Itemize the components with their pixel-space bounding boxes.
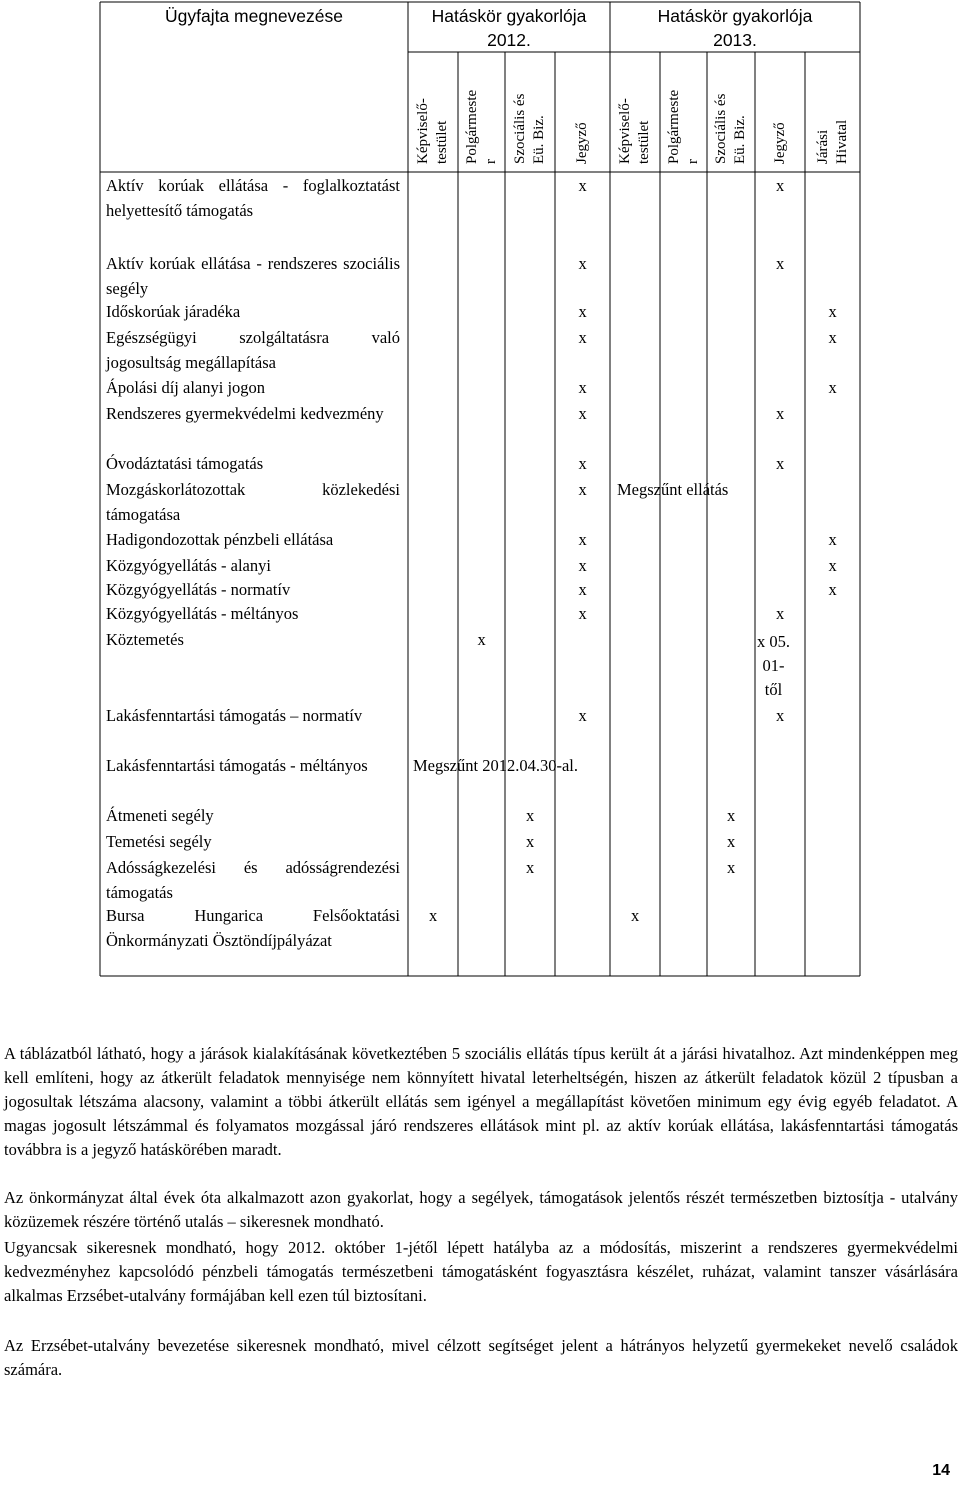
row-label: Köztemetés	[106, 630, 184, 649]
mark-2012_jegyzo: x	[578, 254, 587, 273]
header-jegyzo-2013: Jegyző	[771, 122, 788, 164]
row-note-2013: x 05. 01- től	[757, 632, 790, 699]
mark-2012_szoc: x	[526, 806, 535, 825]
header-polgarmester-2012: Polgármeste r	[463, 89, 499, 164]
mark-2013_jarasi: x	[828, 378, 837, 397]
header-polgarmester-2013: Polgármeste r	[665, 89, 701, 164]
mark-2012_szoc: x	[526, 832, 535, 851]
mark-2013_jarasi: x	[828, 328, 837, 347]
row-label: Aktív korúak ellátása - rendszeres szociális segély	[106, 254, 400, 298]
page-number: 14	[932, 1462, 950, 1479]
row-label: Aktív korúak ellátása - foglalkoztatást helyettesítő támogatás	[106, 176, 400, 220]
row-label: Mozgáskorlátozottak közlekedési támogatása	[106, 480, 400, 524]
mark-2012_jegyzo: x	[578, 328, 587, 347]
row-label: Rendszeres gyermekvédelmi kedvezmény	[106, 404, 384, 423]
header-szoc-biz-2012: Szociális és Eü. Biz.	[512, 93, 547, 164]
body-paragraph: Az önkormányzat által évek óta alkalmazott azon gyakorlat, hogy a segélyek, támogatások jelentős részét természetben biztosítja - utalvány közüzemek részére történő utalás – sikeresnek mondható.	[4, 1188, 958, 1231]
mark-2012_jegyzo: x	[578, 706, 587, 725]
row-label: Temetési segély	[106, 832, 212, 851]
row-label: Lakásfenntartási támogatás - méltányos	[106, 756, 368, 775]
row-label: Közgyógyellátás - normatív	[106, 580, 291, 599]
mark-2012_kepviselo: x	[429, 906, 438, 925]
row-label: Ápolási díj alanyi jogon	[106, 378, 266, 397]
mark-2013_jegyzo: x	[776, 454, 785, 473]
header-jegyzo-2012: Jegyző	[574, 122, 590, 164]
row-label: Hadigondozottak pénzbeli ellátása	[106, 530, 334, 549]
mark-2013_jegyzo: x	[776, 404, 785, 423]
mark-2012_polgarmester: x	[477, 630, 486, 649]
row-label: Átmeneti segély	[106, 806, 214, 825]
header-group-2013: Hatáskör gyakorlója 2013.	[657, 6, 813, 50]
mark-2013_jegyzo: x	[776, 706, 785, 725]
mark-2013_jarasi: x	[828, 530, 837, 549]
mark-2012_jegyzo: x	[578, 176, 587, 195]
mark-2012_jegyzo: x	[578, 530, 587, 549]
mark-2013_jegyzo: x	[776, 254, 785, 273]
mark-2013_szoc: x	[727, 832, 736, 851]
column-title: Ügyfajta megnevezése	[164, 6, 344, 26]
row-label: Közgyógyellátás - alanyi	[106, 556, 271, 575]
body-paragraph: A táblázatból látható, hogy a járások kialakításának következtében 5 szociális ellátás típus került át a járási hivatalhoz. Azt mindenképpen meg kell említeni, hogy az átkerült feladatok mennyisége nem könnyített hivatal leterheltségén, hiszen az átkerült feladatok közül 2 típusban a jogosultak létszáma alacsony, valamint a többi átkerült ellátás sem igényel a megállapítást követően minimum egy évig egyéb feladatot. A magas jogosult létszámmal és folyamatos mozgással járó rendszeres ellátások mint pl. az aktív korúak ellátása, lakásfenntartási támogatás továbbra is a jegyző hatáskörében maradt.	[4, 1044, 958, 1159]
row-label: Bursa Hungarica Felsőoktatási Önkormányzati Ösztöndíjpályázat	[106, 906, 400, 950]
header-jarasi-hivatal-2013: Járási Hivatal	[814, 119, 850, 164]
mark-2013_szoc: x	[727, 858, 736, 877]
row-label: Óvodáztatási támogatás	[106, 454, 264, 473]
mark-2013_jarasi: x	[828, 302, 837, 321]
mark-2012_jegyzo: x	[578, 378, 587, 397]
header-kepviselo-2012: Képviselő- testület	[415, 98, 450, 164]
mark-2012_jegyzo: x	[578, 480, 587, 499]
mark-2013_jarasi: x	[828, 580, 837, 599]
mark-2012_jegyzo: x	[578, 604, 587, 623]
header-group-2012: Hatáskör gyakorlója 2012.	[431, 6, 587, 50]
row-label: Egészségügyi szolgáltatásra való jogosultság megállapítása	[106, 328, 400, 372]
mark-2013_jegyzo: x	[776, 176, 785, 195]
header-szoc-biz-2013: Szociális és Eü. Biz.	[713, 93, 748, 164]
mark-2013_jegyzo: x	[776, 604, 785, 623]
mark-2013_kepviselo: x	[631, 906, 640, 925]
row-note: Megszűnt ellátás	[617, 480, 729, 499]
mark-2013_jarasi: x	[828, 556, 837, 575]
row-label: Lakásfenntartási támogatás – normatív	[106, 706, 363, 725]
mark-2012_jegyzo: x	[578, 556, 587, 575]
row-note: Megszűnt 2012.04.30-al.	[413, 756, 578, 775]
body-paragraph: Ugyancsak sikeresnek mondható, hogy 2012. október 1-jétől lépett hatályba az a módosítás, miszerint a rendszeres gyermekvédelmi kedvezményhez kapcsolódó pénzbeli támogatás természetbeni támogatásként fogyasztásra készélet, ruházat, valamint tanszer vásárlására alkalmas Erzsébet-utalvány formájában kell ezen túl biztosítani.	[4, 1238, 958, 1305]
row-label: Közgyógyellátás - méltányos	[106, 604, 299, 623]
body-paragraph: Az Erzsébet-utalvány bevezetése sikeresnek mondható, mivel célzott segítséget jelent a hátrányos helyzetű gyermekeket nevelő családok számára.	[4, 1336, 958, 1379]
mark-2012_jegyzo: x	[578, 302, 587, 321]
mark-2012_szoc: x	[526, 858, 535, 877]
mark-2012_jegyzo: x	[578, 580, 587, 599]
row-label: Adósságkezelési és adósságrendezési támogatás	[106, 858, 400, 902]
mark-2012_jegyzo: x	[578, 404, 587, 423]
mark-2012_jegyzo: x	[578, 454, 587, 473]
header-kepviselo-2013: Képviselő- testület	[617, 98, 652, 164]
row-label: Időskorúak járadéka	[106, 302, 241, 321]
mark-2013_szoc: x	[727, 806, 736, 825]
